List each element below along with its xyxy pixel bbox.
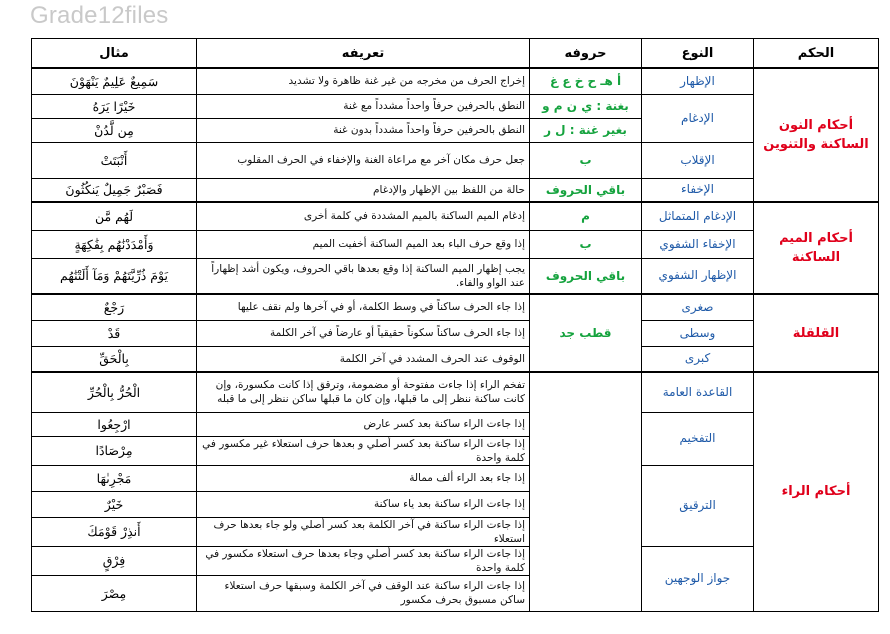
definition-ikhfa-shafawi: إذا وقع حرف الباء بعد الميم الساكنة أخفيت الميم xyxy=(197,230,530,258)
type-ikhfa: الإخفاء xyxy=(642,178,754,202)
definition-qalqala-wusta: إذا جاء الحرف ساكناً سكوناً حقيقياً أو عارضاً في آخر الكلمة xyxy=(197,320,530,346)
table-row xyxy=(32,465,879,491)
definition-idgham-without-ghunna: النطق بالحرفين حرفاً واحداً مشدداً بدون غنة xyxy=(197,118,530,142)
type-tarqeeq: الترقيق xyxy=(642,465,754,546)
letters-idgham-mutamathil: م xyxy=(530,202,642,230)
table-row xyxy=(32,372,879,412)
ruling-raa: أحكام الراء xyxy=(754,372,879,611)
definition-idgham-mutamathil: إدغام الميم الساكنة بالميم المشددة في كلمة أخرى xyxy=(197,202,530,230)
definition-tafkheem-2: إذا جاءت الراء ساكنة بعد كسر أصلي و بعدها حرف استعلاء غير مكسور في كلمة واحدة xyxy=(197,436,530,465)
type-iqlab: الإقلاب xyxy=(642,142,754,178)
type-idgham: الإدغام xyxy=(642,94,754,142)
letters-idgham-without-ghunna: بغير غنة : ل ر xyxy=(530,118,642,142)
type-qalqala-kubra: كبرى xyxy=(642,346,754,372)
example-qalqala-sughra: رَجْعٌ xyxy=(32,294,197,320)
table-row xyxy=(32,346,879,372)
definition-ikhfa: حالة من اللفظ بين الإظهار والإدغام xyxy=(197,178,530,202)
definition-jawaz-1: إذا جاءت الراء ساكنة بعد كسر أصلي وجاء بعدها حرف استعلاء مكسور في كلمة واحدة xyxy=(197,546,530,575)
definition-qalqala-sughra: إذا جاء الحرف ساكناً في وسط الكلمة، أو في آخرها ولم نقف عليها xyxy=(197,294,530,320)
table-row xyxy=(32,94,879,118)
letters-iqlab: ب xyxy=(530,142,642,178)
example-tafkheem-2: مِرْصَادًا xyxy=(32,436,197,465)
letters-idgham-with-ghunna: بغنة : ي ن م و xyxy=(530,94,642,118)
type-raa-general-rule: القاعدة العامة xyxy=(642,372,754,412)
example-tafkheem-1: ارْجِعُوا xyxy=(32,412,197,436)
type-izhar: الإظهار xyxy=(642,68,754,94)
example-iqlab: أَنْبَتَتْ xyxy=(32,142,197,178)
example-jawaz-1: فِرْقٍ xyxy=(32,546,197,575)
example-tarqeeq-1: مَجْرِٮٰهَا xyxy=(32,465,197,491)
ruling-noon-sakinah: أحكام النون الساكنة والتنوين xyxy=(754,68,879,202)
definition-tarqeeq-3: إذا جاءت الراء ساكنة في آخر الكلمة بعد كسر أصلي ولو جاء بعدها حرف استعلاء xyxy=(197,517,530,546)
letters-qalqala: قطب جد xyxy=(530,294,642,372)
example-izhar-shafawi: يَوْمَ ذُرِّيَّتَهُمْ وَمَآ أَلَتْنَٰهُم xyxy=(32,258,197,294)
tajweed-rules-table xyxy=(31,38,879,612)
definition-tafkheem-1: إذا جاءت الراء ساكنة بعد كسر عارض xyxy=(197,412,530,436)
definition-qalqala-kubra: الوقوف عند الحرف المشدد في آخر الكلمة xyxy=(197,346,530,372)
header-ruling: الحكم xyxy=(754,39,879,69)
tajweed-table-container xyxy=(31,38,878,612)
definition-raa-general-rule: تفخم الراء إذا جاءت مفتوحة أو مضمومة، وترقق إذا كانت مكسورة، وإن كانت ساكنة ننظر إلى ما قبلها، وإن كان ما قبلها ساكن ننظر إلى ما قبله xyxy=(197,372,530,412)
definition-izhar: إخراج الحرف من مخرجه من غير غنة ظاهرة ولا تشديد xyxy=(197,68,530,94)
letters-raa-empty xyxy=(530,372,642,611)
type-ikhfa-shafawi: الإخفاء الشفوي xyxy=(642,230,754,258)
example-ikhfa: فَصَبْرٌ جَمِيلٌ يَنكُثُونَ xyxy=(32,178,197,202)
example-raa-general-rule: الْحُرُّ بِالْحُرِّ xyxy=(32,372,197,412)
ruling-qalqala: القلقلة xyxy=(754,294,879,372)
definition-jawaz-2: إذا جاءت الراء ساكنة عند الوقف في آخر الكلمة وسبقها حرف استعلاء ساكن مسبوق بحرف مكسور xyxy=(197,575,530,611)
table-row xyxy=(32,258,879,294)
type-idgham-mutamathil: الإدغام المتماثل xyxy=(642,202,754,230)
table-row xyxy=(32,68,879,94)
ruling-meem-sakinah: أحكام الميم الساكنة xyxy=(754,202,879,294)
table-row xyxy=(32,294,879,320)
header-letters: حروفه xyxy=(530,39,642,69)
example-tarqeeq-3: أَنذِرْ قَوْمَكَ xyxy=(32,517,197,546)
letters-ikhfa-shafawi: ب xyxy=(530,230,642,258)
table-row xyxy=(32,320,879,346)
header-definition: تعريفه xyxy=(197,39,530,69)
example-jawaz-2: مِصْرَ xyxy=(32,575,197,611)
table-row xyxy=(32,178,879,202)
example-idgham-without-ghunna: مِن لَّدُنْ xyxy=(32,118,197,142)
table-row xyxy=(32,142,879,178)
header-example: مثال xyxy=(32,39,197,69)
example-idgham-mutamathil: لَهُم مَّن xyxy=(32,202,197,230)
letters-ikhfa: باقي الحروف xyxy=(530,178,642,202)
type-qalqala-sughra: صغرى xyxy=(642,294,754,320)
table-row xyxy=(32,202,879,230)
type-qalqala-wusta: وسطى xyxy=(642,320,754,346)
watermark: Grade12files xyxy=(30,2,169,29)
letters-izhar-shafawi: باقي الحروف xyxy=(530,258,642,294)
example-qalqala-wusta: قَدْ xyxy=(32,320,197,346)
example-tarqeeq-2: خَيْرٌ xyxy=(32,491,197,517)
table-row xyxy=(32,546,879,575)
type-tafkheem: التفخيم xyxy=(642,412,754,465)
header-type: النوع xyxy=(642,39,754,69)
type-jawaz-alwajhain: جواز الوجهين xyxy=(642,546,754,611)
header-row xyxy=(32,39,879,69)
type-izhar-shafawi: الإظهار الشفوي xyxy=(642,258,754,294)
table-row xyxy=(32,412,879,436)
definition-izhar-shafawi: يجب إظهار الميم الساكنة إذا وقع بعدها باقي الحروف، ويكون أشد إظهاراً عند الواو والفاء. xyxy=(197,258,530,294)
letters-izhar: أ هـ ح خ ع غ xyxy=(530,68,642,94)
example-ikhfa-shafawi: وَأَمْدَدْنَٰهُم بِفَٰكِهَةٍ xyxy=(32,230,197,258)
definition-tarqeeq-1: إذا جاء بعد الراء ألف ممالة xyxy=(197,465,530,491)
example-qalqala-kubra: بِالْحَقِّ xyxy=(32,346,197,372)
definition-iqlab: جعل حرف مكان آخر مع مراعاة الغنة والإخفاء في الحرف المقلوب xyxy=(197,142,530,178)
definition-idgham-with-ghunna: النطق بالحرفين حرفاً واحداً مشدداً مع غنة xyxy=(197,94,530,118)
example-izhar: سَمِيعٌ عَلِيمٌ يَنْهَوْنَ xyxy=(32,68,197,94)
definition-tarqeeq-2: إذا جاءت الراء ساكنة بعد ياء ساكنة xyxy=(197,491,530,517)
example-idgham-with-ghunna: خَيْرًا يَرَهُ xyxy=(32,94,197,118)
table-row xyxy=(32,230,879,258)
